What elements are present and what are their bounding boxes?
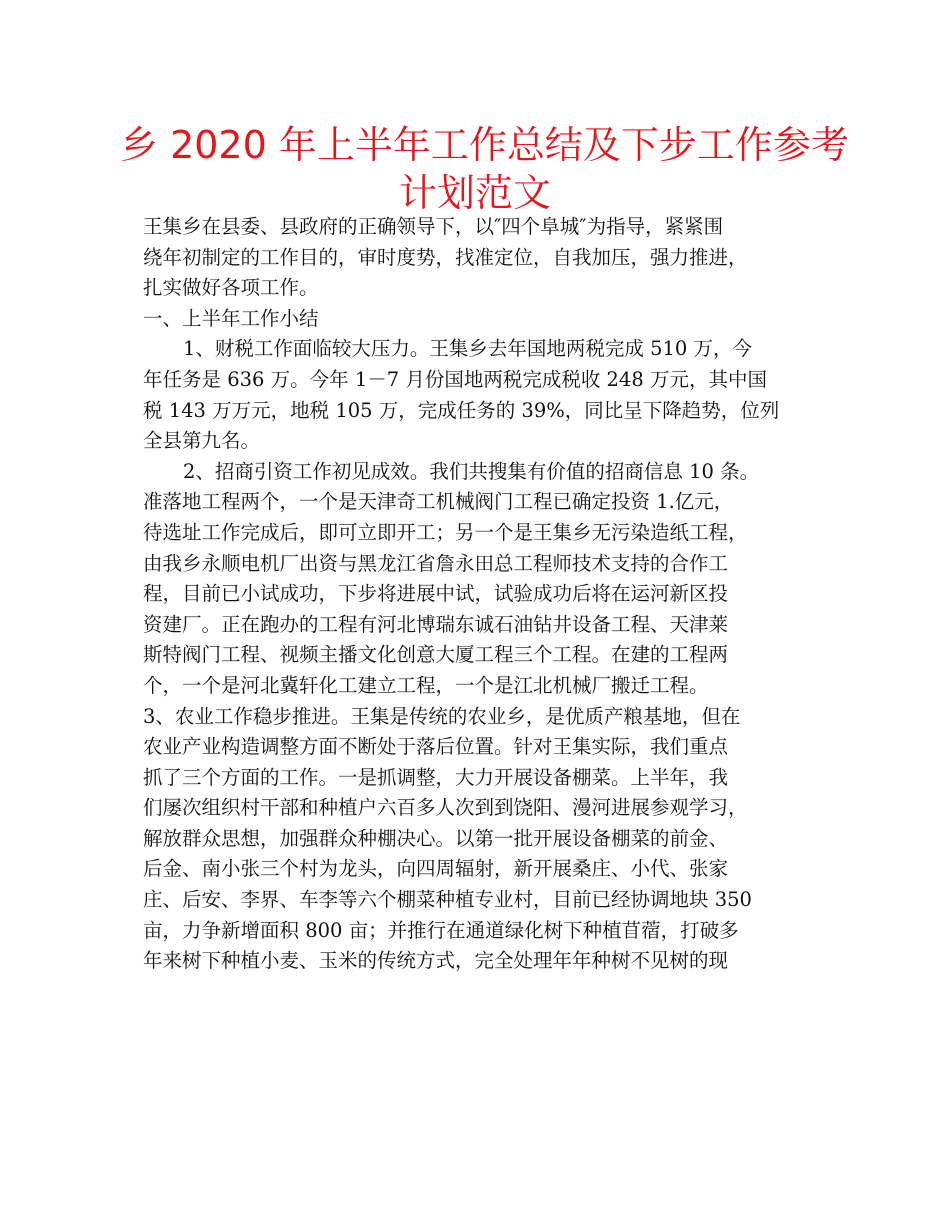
body-text-line: 绕年初制定的工作目的，审时度势，找准定位，自我加压，强力推进，: [143, 245, 748, 269]
body-text-line: 税 143 万万元，地税 105 万，完成任务的 39%，同比呈下降趋势，位列: [143, 398, 780, 422]
body-text-line: 程，目前已小试成功，下步将进展中试，试验成功后将在运河新区投: [143, 582, 729, 606]
body-text-line: 资建厂。正在跑办的工程有河北博瑞东诚石油钻井设备工程、天津莱: [143, 612, 729, 636]
document-title-line-1: 乡 2020 年上半年工作总结及下步工作参考: [120, 123, 849, 167]
body-text-line: 解放群众思想，加强群众种棚决心。以第一批开展设备棚菜的前金、: [143, 826, 729, 850]
document-title-line-2: 计划范文: [398, 171, 551, 215]
body-text-line: 2、招商引资工作初见成效。我们共搜集有价值的招商信息 10 条。: [183, 459, 760, 483]
body-text-line: 由我乡永顺电机厂出资与黑龙江省詹永田总工程师技术支持的合作工: [143, 551, 729, 575]
body-text-line: 个，一个是河北冀轩化工建立工程，一个是江北机械厂搬迁工程。: [143, 673, 709, 697]
body-text-line: 农业产业构造调整方面不断处于落后位置。针对王集实际，我们重点: [143, 735, 729, 759]
body-text-line: 一、上半年工作小结: [143, 306, 319, 330]
body-text-line: 们屡次组织村干部和种植户六百多人次到到饶阳、漫河进展参观学习，: [143, 796, 748, 820]
body-text-line: 全县第九名。: [143, 429, 261, 453]
body-text-line: 3、农业工作稳步推进。王集是传统的农业乡，是优质产粮基地，但在: [143, 704, 741, 728]
body-text-line: 后金、南小张三个村为龙头，向四周辐射，新开展桑庄、小代、张家: [143, 857, 729, 881]
body-text-line: 年任务是 636 万。今年 1－7 月份国地两税完成税收 248 万元，其中国: [143, 367, 767, 391]
body-text-line: 年来树下种植小麦、玉米的传统方式，完全处理年年种树不见树的现: [143, 949, 729, 973]
body-text-line: 亩，力争新增面积 800 亩；并推行在通道绿化树下种植苜蓿，打破多: [143, 918, 739, 942]
body-text-line: 1、财税工作面临较大压力。王集乡去年国地两税完成 510 万，今: [183, 337, 753, 361]
body-text-line: 王集乡在县委、县政府的正确领导下，以″四个阜城″为指导，紧紧围: [143, 215, 724, 238]
body-text-line: 抓了三个方面的工作。一是抓调整，大力开展设备棚菜。上半年，我: [143, 765, 729, 789]
body-text-line: 准落地工程两个，一个是天津奇工机械阀门工程已确定投资 1.亿元，: [143, 490, 734, 514]
body-text-line: 庄、后安、李界、车李等六个棚菜种植专业村，目前已经协调地块 350: [143, 888, 752, 912]
body-text-line: 扎实做好各项工作。: [143, 276, 319, 300]
body-text-line: 斯特阀门工程、视频主播文化创意大厦工程三个工程。在建的工程两: [143, 643, 729, 667]
document-body: [143, 212, 843, 977]
body-text-line: 待选址工作完成后，即可立即开工；另一个是王集乡无污染造纸工程，: [143, 520, 748, 544]
